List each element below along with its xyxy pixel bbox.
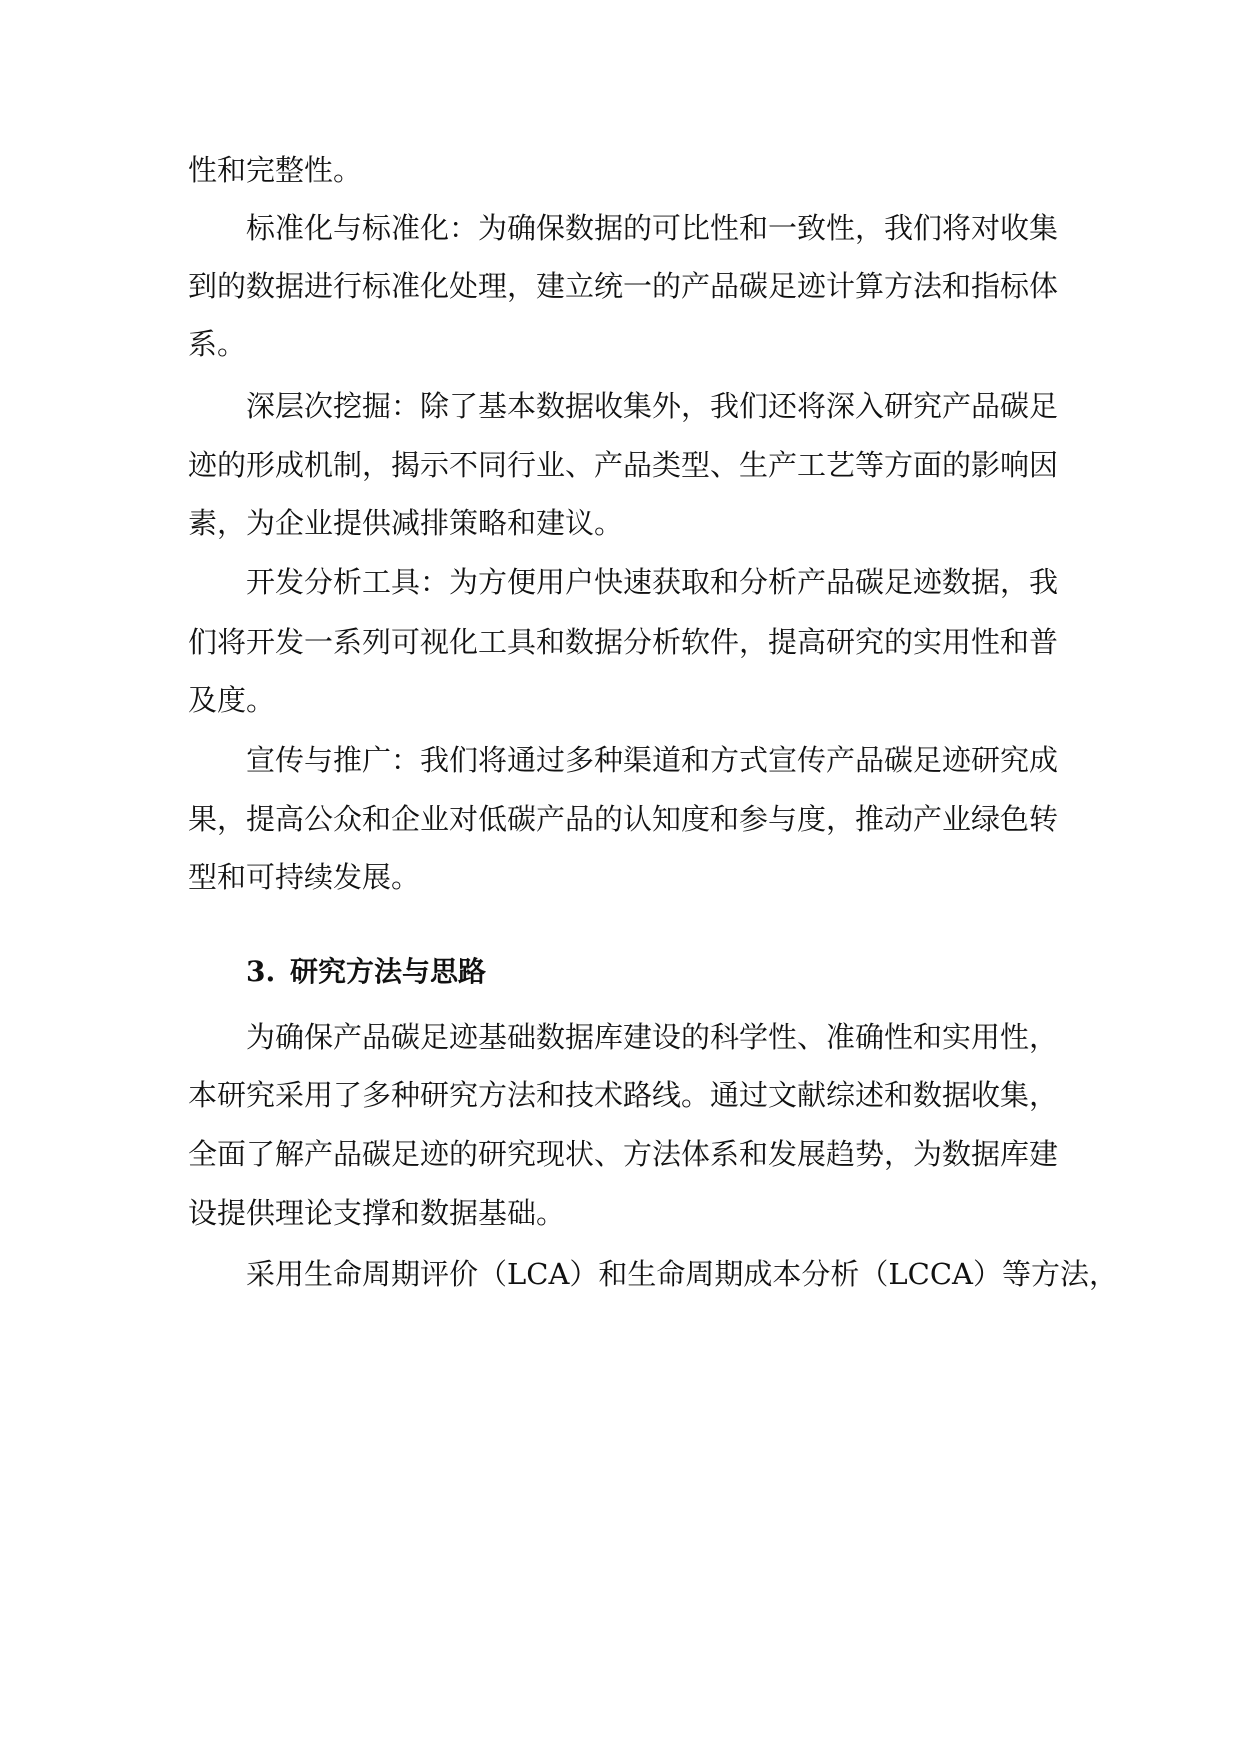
paragraph-line: 为确保产品碳足迹基础数据库建设的科学性、准确性和实用性，	[246, 1020, 1059, 1054]
paragraph-line: 宣传与推广：我们将通过多种渠道和方式宣传产品碳足迹研究成	[246, 743, 1059, 777]
paragraph-line: 全面了解产品碳足迹的研究现状、方法体系和发展趋势，为数据库建	[188, 1137, 1059, 1171]
section-heading	[246, 952, 486, 992]
paragraph-line: 设提供理论支撑和数据基础。	[188, 1196, 566, 1230]
paragraph-line: 型和可持续发展。	[188, 860, 421, 894]
section-number: 3.	[246, 955, 276, 988]
paragraph-line: 果，提高公众和企业对低碳产品的认知度和参与度，推动产业绿色转	[188, 802, 1059, 836]
paragraph-line: 迹的形成机制，揭示不同行业、产品类型、生产工艺等方面的影响因	[188, 448, 1059, 482]
paragraph-line: 本研究采用了多种研究方法和技术路线。通过文献综述和数据收集，	[188, 1078, 1059, 1112]
paragraph-line: 及度。	[188, 683, 276, 717]
paragraph-line: 素，为企业提供减排策略和建议。	[188, 506, 624, 540]
paragraph-line: 开发分析工具：为方便用户快速获取和分析产品碳足迹数据，我	[246, 565, 1059, 599]
paragraph-line: 系。	[188, 327, 247, 361]
paragraph-line: 们将开发一系列可视化工具和数据分析软件，提高研究的实用性和普	[188, 625, 1059, 659]
paragraph-line: 标准化与标准化：为确保数据的可比性和一致性，我们将对收集	[246, 211, 1059, 245]
paragraph-line: 采用生命周期评价（LCA）和生命周期成本分析（LCCA）等方法，	[246, 1257, 1118, 1291]
paragraph-line: 性和完整性。	[188, 153, 363, 187]
paragraph-line: 深层次挖掘：除了基本数据收集外，我们还将深入研究产品碳足	[246, 389, 1059, 423]
paragraph-line: 到的数据进行标准化处理，建立统一的产品碳足迹计算方法和指标体	[188, 269, 1059, 303]
section-title: 研究方法与思路	[290, 955, 487, 988]
